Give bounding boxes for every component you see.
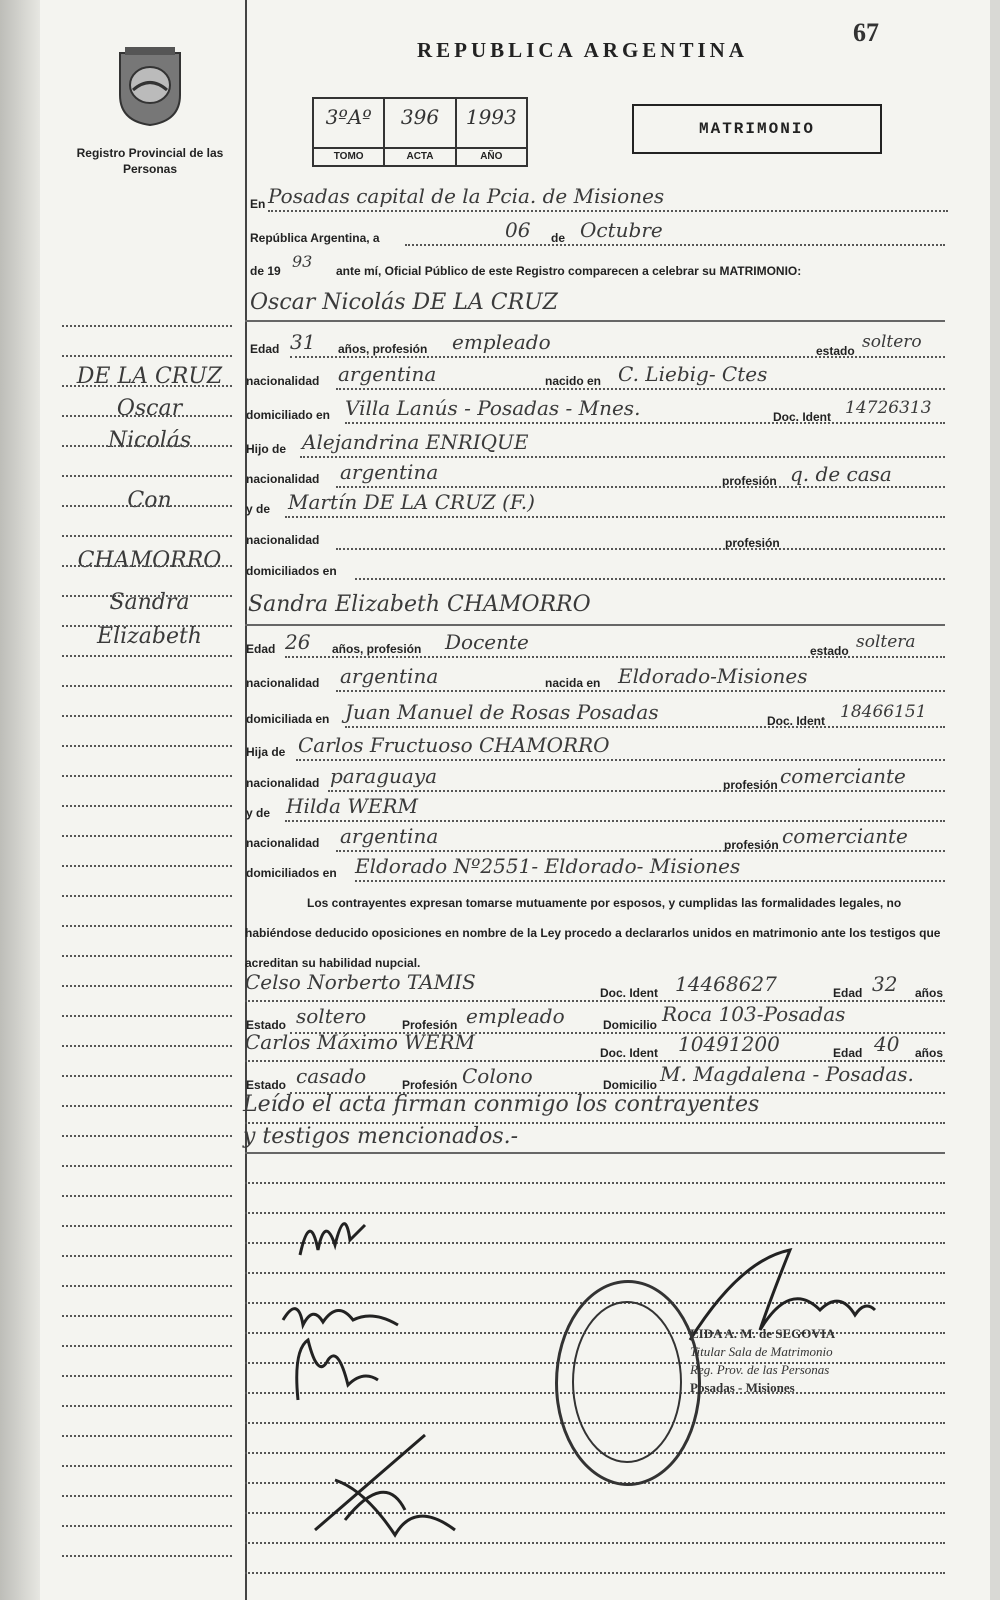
margin-rule-line [62, 325, 232, 327]
witness1-estado-label: Estado [246, 1018, 287, 1032]
groom-mother-nat-line [336, 548, 945, 550]
groom-father-line [300, 456, 945, 458]
witness1-address: Roca 103-Posadas [662, 1002, 846, 1026]
margin-rule-line [62, 715, 232, 717]
bride-name: Sandra Elizabeth CHAMORRO [248, 592, 591, 617]
margin-rule-line [62, 385, 232, 387]
margin-rule-line [62, 505, 232, 507]
groom-age: 31 [290, 330, 316, 354]
margin-rule-line [62, 625, 232, 627]
groom-nacido-label: nacido en [545, 374, 602, 388]
witness1-age: 32 [872, 972, 898, 996]
acta-cell [385, 99, 456, 165]
intro-statement: ante mí, Oficial Público de este Registro comparecen a celebrar su MATRIMONIO: [336, 264, 802, 278]
bride-edad-label: Edad [246, 642, 276, 656]
margin-rule-line [62, 775, 232, 777]
acta-value: 396 [400, 105, 440, 129]
groom-domicilio-label: domiciliado en [246, 408, 331, 422]
margin-rule-line [62, 1465, 232, 1467]
date-line [405, 244, 945, 246]
margin-rule-line [62, 925, 232, 927]
witness1-doc: 14468627 [675, 972, 777, 996]
signature-groom [290, 1200, 380, 1270]
witness2-profession: Colono [462, 1064, 533, 1088]
margin-rule-line [62, 1165, 232, 1167]
margin-rule-line [62, 355, 232, 357]
bride-dom-line [345, 726, 945, 728]
bride-mother-prof-label: profesión [724, 838, 779, 852]
margin-rule-line [62, 985, 232, 987]
margin-rule-line [62, 415, 232, 417]
witness2-status: casado [296, 1064, 367, 1088]
groom-father: Alejandrina ENRIQUE [302, 430, 529, 454]
bride-mother-nat-label: nacionalidad [246, 836, 320, 850]
page-edge-shadow [0, 0, 40, 1600]
bride-age-line [285, 656, 945, 658]
witness1-doc-label: Doc. Ident [600, 986, 659, 1000]
witness1-profession: empleado [466, 1004, 565, 1028]
margin-rule-line [62, 865, 232, 867]
year-suffix: 93 [292, 252, 313, 271]
witness2-anos: años [915, 1046, 944, 1060]
witness1-dom-label: Domicilio [603, 1018, 658, 1032]
groom-mother-line [285, 516, 945, 518]
bride-mother-line [285, 820, 945, 822]
bride-parents-dom-label: domiciliados en [246, 866, 337, 880]
witness2-dom-label: Domicilio [603, 1078, 658, 1092]
groom-parents-dom-label: domiciliados en [246, 564, 337, 578]
groom-doc: 14726313 [845, 398, 932, 418]
place-line [268, 210, 948, 212]
tomo-label: TOMO [314, 147, 383, 165]
bride-father-line [296, 759, 945, 761]
groom-father-prof: q. de casa [790, 462, 892, 486]
witness1-name: Celso Norberto TAMIS [245, 970, 476, 994]
province-seal-icon [115, 45, 185, 127]
groom-birthplace: C. Liebig- Ctes [618, 362, 768, 386]
official-name: LIDA A. M. de SEGOVIA [690, 1326, 836, 1341]
witness1-status: soltero [296, 1004, 367, 1028]
margin-rule-line [62, 445, 232, 447]
bride-status: soltera [856, 632, 916, 652]
bride-father-nat-label: nacionalidad [246, 776, 320, 790]
groom-address: Villa Lanús - Posadas - Mnes. [345, 396, 641, 420]
ano-value: 1993 [465, 105, 517, 129]
margin-rule-line [62, 835, 232, 837]
bride-doc: 18466151 [840, 702, 927, 722]
bride-mother: Hilda WERM [286, 794, 419, 818]
official-title: Titular Sala de Matrimonio [690, 1344, 833, 1359]
witness1-anos: años [915, 986, 944, 1000]
bride-name-line [245, 624, 945, 626]
bride-father-prof: comerciante [780, 764, 906, 788]
groom-y-de-label: y de [246, 502, 271, 516]
margin-rule-line [62, 655, 232, 657]
bride-parents-dom-line [355, 880, 945, 882]
closing-line-1: Leído el acta firman conmigo los contrayentes [243, 1092, 760, 1117]
groom-nationality: argentina [338, 362, 437, 386]
groom-status: soltero [862, 332, 922, 352]
margin-rule-line [62, 565, 232, 567]
year-label: de 19 [250, 264, 281, 278]
tomo-cell [314, 99, 385, 165]
folio-number: 67 [853, 18, 879, 47]
margin-secondname-bride: Elizabeth [97, 624, 202, 649]
margin-firstname-groom: Oscar [116, 396, 183, 421]
margin-rule [245, 0, 247, 1600]
margin-rule-line [62, 1015, 232, 1017]
groom-profesion-label: años, profesión [338, 342, 428, 356]
witness2-doc-label: Doc. Ident [600, 1046, 659, 1060]
en-label: En [250, 197, 266, 211]
margin-rule-line [62, 1345, 232, 1347]
bride-hija-label: Hija de [246, 745, 286, 759]
groom-father-nat-label: nacionalidad [246, 472, 320, 486]
bride-domicilio-label: domiciliada en [246, 712, 330, 726]
groom-mother: Martín DE LA CRUZ (F.) [288, 490, 535, 514]
margin-rule-line [62, 535, 232, 537]
margin-surname-groom: DE LA CRUZ [76, 364, 223, 389]
margin-rule-line [62, 1285, 232, 1287]
margin-rule-line [62, 1555, 232, 1557]
signature-bride [278, 1290, 418, 1410]
margin-rule-line [62, 595, 232, 597]
signature-rule-line [245, 1572, 945, 1574]
bride-nationality: argentina [340, 664, 439, 688]
groom-profession: empleado [452, 330, 551, 354]
bride-mother-prof: comerciante [782, 824, 908, 848]
bride-nacionalidad-label: nacionalidad [246, 676, 320, 690]
margin-rule-line [62, 685, 232, 687]
witness2-age: 40 [874, 1032, 900, 1056]
margin-con: Con [127, 488, 172, 513]
witness1-edad-label: Edad [833, 986, 863, 1000]
margin-rule-line [62, 1195, 232, 1197]
margin-rule-line [62, 1525, 232, 1527]
official-office: Reg. Prov. de las Personas [690, 1362, 830, 1377]
tomo-value: 3ºAº [325, 105, 372, 129]
bride-father-nat-line [328, 790, 945, 792]
groom-parents-dom-line [355, 578, 945, 580]
bride-father: Carlos Fructuoso CHAMORRO [298, 733, 610, 757]
de-label: de [551, 231, 566, 245]
bride-birthplace: Eldorado-Misiones [618, 664, 808, 688]
bride-address: Juan Manuel de Rosas Posadas [345, 700, 659, 724]
margin-rule-line [62, 895, 232, 897]
bride-parents-address: Eldorado Nº2551- Eldorado- Misiones [355, 854, 741, 878]
bride-nat-line [336, 690, 945, 692]
closing-line-2: y testigos mencionados.- [243, 1124, 519, 1149]
country-title: REPUBLICA ARGENTINA [417, 38, 748, 62]
bride-father-nat: paraguaya [330, 764, 438, 788]
margin-rule-line [62, 1495, 232, 1497]
margin-rule-line [62, 1405, 232, 1407]
bride-estado-label: estado [810, 644, 849, 658]
groom-father-nat-line [336, 486, 945, 488]
bride-mother-nat-line [336, 850, 945, 852]
bride-profession: Docente [445, 630, 529, 654]
bride-age: 26 [285, 630, 311, 654]
margin-rule-line [62, 805, 232, 807]
groom-father-nat: argentina [340, 460, 439, 484]
month-value: Octubre [580, 218, 663, 242]
groom-name-line [245, 320, 945, 322]
groom-nacionalidad-label: nacionalidad [246, 374, 320, 388]
margin-rule-line [62, 1105, 232, 1107]
witness2-doc: 10491200 [678, 1032, 780, 1056]
witness2-prof-label: Profesión [402, 1078, 458, 1092]
bride-father-prof-label: profesión [723, 778, 778, 792]
record-type-box: MATRIMONIO [632, 104, 882, 154]
groom-nat-line [336, 388, 945, 390]
groom-estado-label: estado [816, 344, 855, 358]
margin-rule-line [62, 1135, 232, 1137]
official-stamp-text [690, 1325, 835, 1397]
bride-mother-nat: argentina [340, 824, 439, 848]
witness2-estado-label: Estado [246, 1078, 287, 1092]
groom-doc-label: Doc. Ident [773, 410, 832, 424]
margin-rule-line [62, 1225, 232, 1227]
margin-rule-line [62, 1255, 232, 1257]
ano-cell [457, 99, 526, 165]
margin-rule-line [62, 955, 232, 957]
groom-father-prof-label: profesión [722, 474, 777, 488]
witness2-address: M. Magdalena - Posadas. [660, 1062, 914, 1086]
margin-rule-line [62, 745, 232, 747]
groom-mother-nat-label: nacionalidad [246, 533, 320, 547]
margin-rule-line [62, 475, 232, 477]
witness2-name: Carlos Máximo WERM [245, 1030, 475, 1054]
acta-label: ACTA [385, 147, 454, 165]
groom-name: Oscar Nicolás DE LA CRUZ [250, 290, 558, 315]
margin-firstname-bride: Sandra [109, 590, 190, 615]
official-place: Posadas - Misiones [690, 1380, 795, 1395]
bride-y-de-label: y de [246, 806, 271, 820]
margin-secondname-groom: Nicolás [107, 428, 192, 453]
registry-name: Registro Provincial de las Personas [76, 146, 224, 176]
margin-rule-line [62, 1075, 232, 1077]
record-reference-box [312, 97, 528, 167]
margin-rule-line [62, 1435, 232, 1437]
groom-hijo-label: Hijo de [246, 442, 287, 456]
signature-rule-line [245, 1182, 945, 1184]
bride-nacida-label: nacida en [545, 676, 601, 690]
margin-surname-bride: CHAMORRO [77, 548, 222, 573]
day-value: 06 [505, 218, 531, 242]
place-value: Posadas capital de la Pcia. de Misiones [268, 184, 665, 208]
declaration-text: Los contrayentes expresan tomarse mutuamente por esposos, y cumplidas las formalidades legales, no habiéndose deducido oposiciones en nombre de la Ley procedo a declararlos unidos en matrimonio ante los testigos que acreditan su habilidad nupcial. [245, 896, 941, 970]
bride-doc-label: Doc. Ident [767, 714, 826, 728]
signature-witness [305, 1420, 465, 1550]
registry-stamp-icon [555, 1280, 701, 1486]
ano-label: AÑO [457, 147, 526, 165]
groom-age-line [290, 356, 945, 358]
groom-dom-line [345, 422, 945, 424]
closing-rule-2 [245, 1152, 945, 1154]
margin-rule-line [62, 1375, 232, 1377]
groom-edad-label: Edad [250, 342, 280, 356]
groom-mother-prof-label: profesión [725, 536, 780, 550]
republica-label: República Argentina, a [250, 231, 380, 245]
margin-rule-line [62, 1045, 232, 1047]
witness1-prof-label: Profesión [402, 1018, 458, 1032]
witness2-edad-label: Edad [833, 1046, 863, 1060]
bride-profesion-label: años, profesión [332, 642, 422, 656]
margin-rule-line [62, 1315, 232, 1317]
